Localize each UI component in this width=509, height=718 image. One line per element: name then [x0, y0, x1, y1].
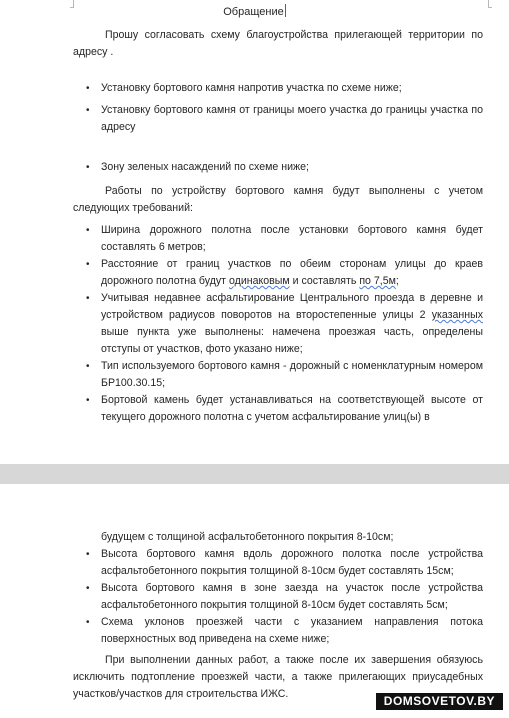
spellcheck-mark[interactable]: по 7,5м	[359, 275, 396, 287]
requirements-list	[73, 222, 483, 426]
bullet-icon: •	[86, 395, 90, 406]
list-item: • Бортовой камень будет устанавливаться на соответствующей высоте от текущего дорожного полотна с учетом асфальтирование улиц(ы) в	[86, 394, 483, 423]
page-break-gap	[0, 464, 509, 484]
bullet-icon: •	[86, 105, 90, 116]
bullet-icon: •	[86, 549, 90, 560]
intro-paragraph: Прошу согласовать схему благоустройства прилегающей территории по адресу .	[73, 29, 483, 58]
bullet-icon: •	[86, 83, 90, 94]
bullet-icon: •	[86, 293, 90, 304]
list-item: • Зону зеленых насаждений по схеме ниже;	[73, 159, 483, 176]
bullet-icon: •	[86, 259, 90, 270]
list-item: • Высота бортового камня в зоне заезда на участок после устройства асфальтобетонного покрытия толщиной 8-10см будет составлять 5см;	[86, 582, 483, 611]
watermark-logo: DOMSOVETOV.BY	[376, 693, 503, 710]
list-item: • Установку бортового камня от границы моего участка до границы участка по адресу	[86, 104, 483, 133]
title-text: Обращение	[223, 6, 284, 18]
bullet-icon: •	[86, 162, 90, 173]
requirements-intro: Работы по устройству бортового камня будут выполнены с учетом следующих требований:	[73, 185, 483, 214]
bullet-list-1	[73, 80, 483, 136]
spellcheck-mark[interactable]: одинаковым	[228, 275, 290, 287]
list-item: • Схема уклонов проезжей части с указанием направления потока поверхностных вод приведена на схеме ниже;	[86, 616, 483, 645]
spellcheck-mark[interactable]: указанных	[431, 309, 483, 321]
closing-paragraph: При выполнении данных работ, а также после их завершения обязуюсь исключить подтопление проезжей части, а также прилегающих приусадебных участков/участков для строительства ИЖС.	[73, 654, 483, 700]
list-item: • Учитывая недавнее асфальтирование Центрального проезда в деревне и устройством радиусов поворотов на второстепенные улицы 2 указанных выше пункта уже выполнены: намечена проезжая часть, определены отступы от участков, фото указано ниже;	[86, 292, 483, 355]
requirements-list-continued	[73, 546, 483, 648]
bullet-icon: •	[86, 617, 90, 628]
document-title[interactable]	[0, 4, 509, 21]
continuation-line: будущем с толщиной асфальтобетонного покрытия 8-10см;	[101, 531, 394, 543]
list-item: • Расстояние от границ участков по обеим сторонам улицы до краев дорожного полотна будут одинаковым и составлять по 7,5м;	[86, 258, 483, 287]
list-item: • Установку бортового камня напротив участка по схеме ниже;	[73, 80, 483, 97]
bullet-icon: •	[86, 361, 90, 372]
text-cursor	[285, 4, 286, 17]
bullet-list-2	[73, 159, 483, 176]
list-item: • Тип используемого бортового камня - дорожный с номенклатурным номером БР100.30.15;	[86, 360, 483, 389]
list-item: • Высота бортового камня вдоль дорожного полотка после устройства асфальтобетонного покрытия толщиной 8-10см будет составлять 15см;	[86, 548, 483, 577]
list-item: • Ширина дорожного полотна после установки бортового камня будет составлять 6 метров;	[86, 224, 483, 253]
bullet-icon: •	[86, 225, 90, 236]
document-page-2[interactable]	[0, 484, 509, 718]
bullet-icon: •	[86, 583, 90, 594]
